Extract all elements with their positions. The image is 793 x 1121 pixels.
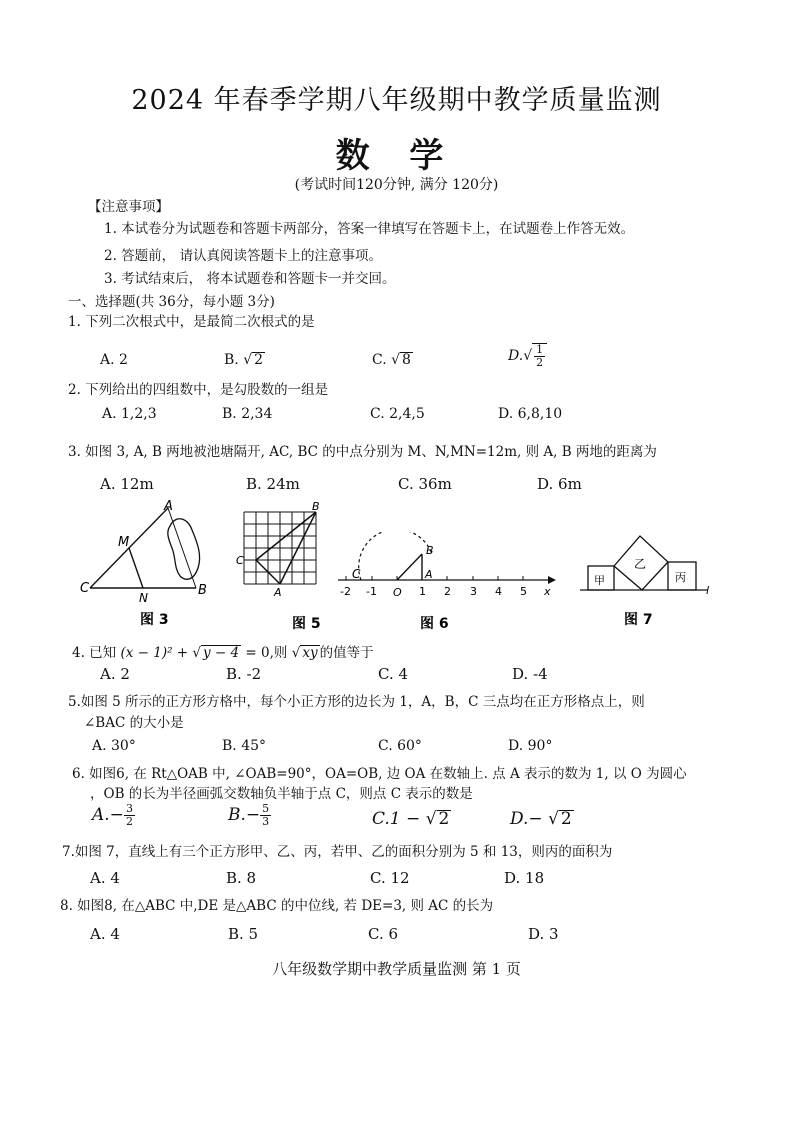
fig3-label-m: M bbox=[118, 535, 130, 550]
fig5-grid bbox=[244, 512, 316, 584]
question-3-option-b: B. 24m bbox=[246, 475, 300, 493]
stem-text: 的值等于 bbox=[319, 645, 374, 661]
question-7-option-a: A. 4 bbox=[90, 869, 120, 887]
fig6-axis-label-x: x bbox=[544, 585, 551, 598]
fig6-arrow bbox=[548, 576, 556, 584]
question-5-option-c: C. 60° bbox=[378, 738, 422, 754]
fig6-tick-minus1: -1 bbox=[366, 585, 377, 598]
option-letter: B. bbox=[224, 352, 244, 368]
fig7-label-jia: 甲 bbox=[594, 574, 605, 587]
fig6-tick-1: 1 bbox=[419, 585, 426, 598]
question-1-option-c: C. √ 8 bbox=[372, 352, 411, 368]
figure-7 bbox=[580, 528, 715, 632]
question-4-option-c: C. 4 bbox=[378, 665, 409, 683]
question-8-option-a: A. 4 bbox=[90, 925, 120, 943]
option-letter: C. bbox=[372, 352, 392, 368]
fig5-label-c: C bbox=[236, 554, 244, 567]
page-footer: 八年级数学期中教学质量监测 第 1 页 bbox=[272, 960, 521, 978]
question-4-stem: 4. 已知 (x − 1)² + √ y − 4 = 0,则 √ xy 的值等于 bbox=[72, 645, 374, 661]
fig3-pond bbox=[168, 519, 200, 580]
option-letter: C.1 − bbox=[372, 809, 426, 829]
fraction bbox=[260, 803, 271, 828]
radicand: xy bbox=[302, 645, 318, 661]
figure-5 bbox=[236, 500, 326, 636]
question-3-stem: 3. 如图 3, A, B 两地被池塘隔开, AC, BC 的中点分别为 M、N,MN=12m, 则 A, B 两地的距离为 bbox=[68, 444, 657, 460]
radicand: 2 bbox=[560, 809, 572, 829]
exam-title: 2024 年春季学期八年级期中教学质量监测 bbox=[131, 85, 662, 116]
question-3-option-a: A. 12m bbox=[100, 475, 154, 493]
section-heading: 一、选择题(共 36分，每小题 3分) bbox=[68, 294, 275, 310]
question-8-option-d: D. 3 bbox=[528, 925, 559, 943]
option-letter: B.− bbox=[228, 805, 261, 826]
stem-text: = 0,则 bbox=[241, 645, 292, 661]
fig6-tick-o: O bbox=[393, 586, 402, 599]
fig3-label-b: B bbox=[198, 583, 207, 598]
question-5-stem-line2: ∠BAC 的大小是 bbox=[84, 715, 184, 731]
question-5-option-d: D. 90° bbox=[508, 738, 553, 754]
radicand: 8 bbox=[402, 352, 411, 368]
question-5-stem-line1: 5.如图 5 所示的正方形方格中，每个小正方形的边长为 1，A，B，C 三点均在正方形格点上，则 bbox=[68, 694, 645, 710]
question-1-option-d: D.√ $\frac{1}{2}$ bbox=[508, 343, 547, 369]
question-6-stem-line1: 6. 如图6, 在 Rt△OAB 中, ∠OAB=90°，OA=OB, 边 OA 在数轴上. 点 A 表示的数为 1, 以 O 为圆心 bbox=[72, 766, 687, 782]
figure-3 bbox=[76, 496, 216, 634]
question-6-option-d: D.− √ 2 bbox=[510, 809, 572, 829]
question-5-option-b: B. 45° bbox=[222, 738, 267, 754]
stem-expression: (x − 1)² + bbox=[120, 645, 193, 661]
fig7-label-bing: 丙 bbox=[675, 571, 686, 584]
subject-title: 数 学 bbox=[335, 136, 458, 176]
fig6-label-c: C bbox=[352, 567, 361, 581]
question-7-option-b: B. 8 bbox=[226, 869, 257, 887]
question-7-option-d: D. 18 bbox=[504, 869, 545, 887]
fig7-caption: 图 7 bbox=[624, 612, 653, 628]
note-item-1: 1. 本试卷分为试题卷和答题卡两部分，答案一律填写在答题卡上，在试题卷上作答无效。 bbox=[104, 221, 635, 237]
question-4-option-b: B. -2 bbox=[226, 665, 262, 683]
question-3-option-c: C. 36m bbox=[398, 475, 452, 493]
question-7-stem: 7.如图 7，直线上有三个正方形甲、乙、丙，若甲、乙的面积分别为 5 和 13，则丙的面积为 bbox=[62, 844, 613, 860]
question-4-option-a: A. 2 bbox=[100, 665, 130, 683]
denominator: 2 bbox=[536, 356, 544, 370]
figure-6 bbox=[334, 532, 559, 636]
fig6-tick-minus2: -2 bbox=[340, 585, 351, 598]
question-2-option-b: B. 2,34 bbox=[222, 406, 273, 422]
denominator: 2 bbox=[125, 815, 133, 829]
fig3-label-c: C bbox=[80, 581, 90, 596]
question-5-option-a: A. 30° bbox=[92, 738, 136, 754]
question-8-option-b: B. 5 bbox=[228, 925, 259, 943]
fig6-label-a: A bbox=[425, 568, 433, 581]
fig3-caption: 图 3 bbox=[140, 612, 169, 628]
question-1-option-b: B. √ 2 bbox=[224, 352, 264, 368]
question-8-stem: 8. 如图8, 在△ABC 中,DE 是△ABC 的中位线, 若 DE=3, 则 AC 的长为 bbox=[60, 898, 494, 914]
question-1-option-a: A. 2 bbox=[100, 352, 128, 368]
numerator: 1 bbox=[536, 343, 544, 356]
option-letter: D.− bbox=[510, 809, 549, 829]
fig3-label-a: A bbox=[164, 499, 173, 514]
option-letter: A.− bbox=[92, 805, 124, 826]
question-3-option-d: D. 6m bbox=[537, 475, 582, 493]
fig6-caption: 图 6 bbox=[420, 616, 449, 632]
numerator: 5 bbox=[262, 802, 270, 815]
time-note: (考试时间120分钟, 满分 120分) bbox=[294, 177, 499, 193]
question-2-stem: 2. 下列给出的四组数中，是勾股数的一组是 bbox=[68, 382, 329, 398]
fig5-caption: 图 5 bbox=[292, 616, 321, 632]
question-7-option-c: C. 12 bbox=[370, 869, 410, 887]
fig6-tick-4: 4 bbox=[495, 585, 502, 598]
fig6-tick-5: 5 bbox=[520, 585, 527, 598]
question-6-option-c: C.1 − √ 2 bbox=[372, 809, 450, 829]
question-6-stem-line2: ，OB 的长为半径画弧交数轴负半轴于点 C，则点 C 表示的数是 bbox=[90, 786, 473, 802]
notes-heading: 【注意事项】 bbox=[88, 199, 169, 215]
question-6-option-b bbox=[228, 803, 271, 828]
fraction bbox=[532, 343, 547, 369]
radicand: y − 4 bbox=[203, 645, 240, 661]
question-4-option-d: D. -4 bbox=[512, 665, 548, 683]
stem-text: 4. 已知 bbox=[72, 645, 121, 661]
fig3-label-n: N bbox=[139, 591, 148, 605]
question-1-stem: 1. 下列二次根式中，是最简二次根式的是 bbox=[68, 314, 315, 330]
fig6-line-ob bbox=[397, 554, 422, 580]
question-2-option-d: D. 6,8,10 bbox=[498, 406, 563, 422]
option-letter: D. bbox=[508, 348, 524, 365]
radicand: 2 bbox=[438, 809, 450, 829]
denominator: 3 bbox=[262, 815, 270, 829]
question-2-option-a: A. 1,2,3 bbox=[102, 406, 157, 422]
fig6-tick-3: 3 bbox=[470, 585, 477, 598]
numerator: 3 bbox=[125, 802, 133, 815]
note-item-3: 3. 考试结束后， 将本试题卷和答题卡一并交回。 bbox=[104, 271, 396, 287]
question-6-option-a bbox=[92, 803, 135, 828]
fig5-label-b: B bbox=[312, 500, 320, 513]
fig6-tick-2: 2 bbox=[444, 585, 451, 598]
fig5-label-a: A bbox=[274, 586, 282, 599]
note-item-2: 2. 答题前， 请认真阅读答题卡上的注意事项。 bbox=[104, 248, 382, 264]
fig7-label-l: l bbox=[706, 584, 710, 597]
question-2-option-c: C. 2,4,5 bbox=[370, 406, 425, 422]
fig7-label-yi: 乙 bbox=[634, 557, 647, 571]
fig6-label-b: B bbox=[426, 544, 434, 557]
radicand: 2 bbox=[254, 352, 264, 368]
fig3-line-mn bbox=[129, 548, 143, 588]
fraction bbox=[124, 803, 135, 828]
question-8-option-c: C. 6 bbox=[368, 925, 399, 943]
